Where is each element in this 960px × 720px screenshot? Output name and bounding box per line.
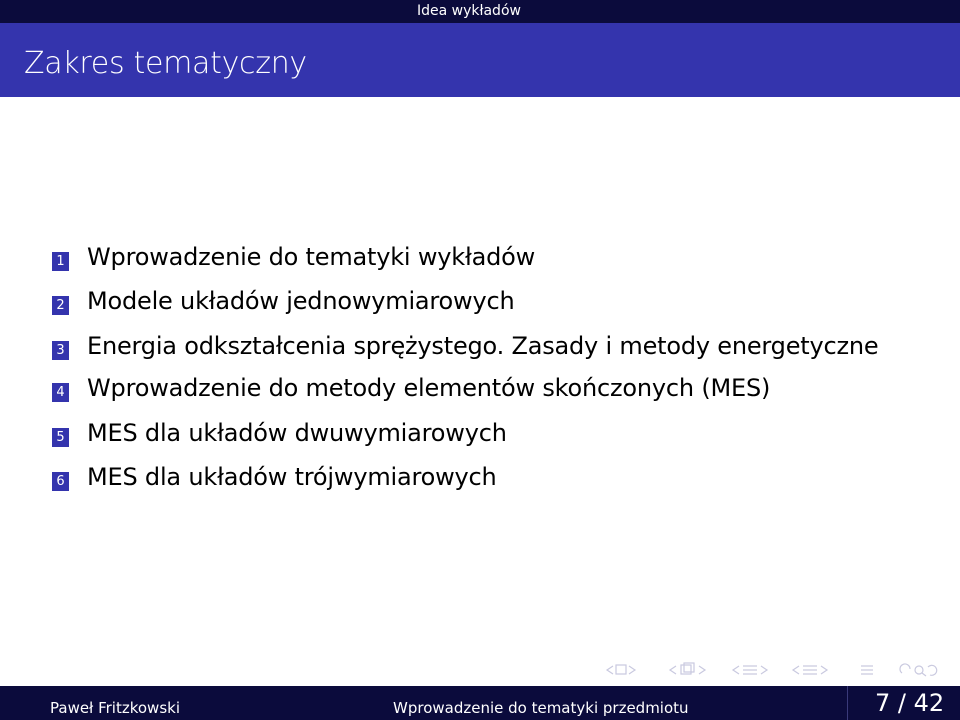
list-item xyxy=(52,417,507,449)
nav-section-icon[interactable] xyxy=(793,666,827,674)
nav-frame-icon[interactable] xyxy=(670,663,705,674)
list-item xyxy=(52,330,878,362)
item-number: 4 xyxy=(52,383,69,402)
item-text: Modele układów jednowymiarowych xyxy=(87,287,515,315)
item-number: 6 xyxy=(52,472,69,491)
item-text: MES dla układów trójwymiarowych xyxy=(87,463,497,491)
footer-author: Paweł Fritzkowski xyxy=(50,699,180,717)
page-number: 7 / 42 xyxy=(875,689,945,717)
nav-doc-icon[interactable] xyxy=(861,666,873,674)
footer-title: Wprowadzenie do tematyki przedmiotu xyxy=(393,699,689,717)
item-number: 1 xyxy=(52,252,69,271)
list-item xyxy=(52,461,497,493)
list-item xyxy=(52,285,514,317)
item-number: 3 xyxy=(52,341,69,360)
slide-title: Zakres tematyczny xyxy=(24,46,307,81)
section-label: Idea wykładów xyxy=(417,3,521,19)
item-text: Energia odkształcenia sprężystego. Zasady i metody energetyczne xyxy=(87,332,879,360)
nav-frame-prev-icon[interactable] xyxy=(607,665,635,674)
nav-subsection-icon[interactable] xyxy=(733,666,767,674)
list-item xyxy=(52,241,535,273)
beamer-navigation xyxy=(596,661,960,679)
item-text: MES dla układów dwuwymiarowych xyxy=(87,419,507,447)
item-number: 5 xyxy=(52,428,69,447)
item-text: Wprowadzenie do metody elementów skończonych (MES) xyxy=(87,374,771,402)
nav-search-icon[interactable] xyxy=(900,664,937,676)
list-item xyxy=(52,372,770,404)
item-number: 2 xyxy=(52,296,69,315)
item-text: Wprowadzenie do tematyki wykładów xyxy=(87,243,536,271)
